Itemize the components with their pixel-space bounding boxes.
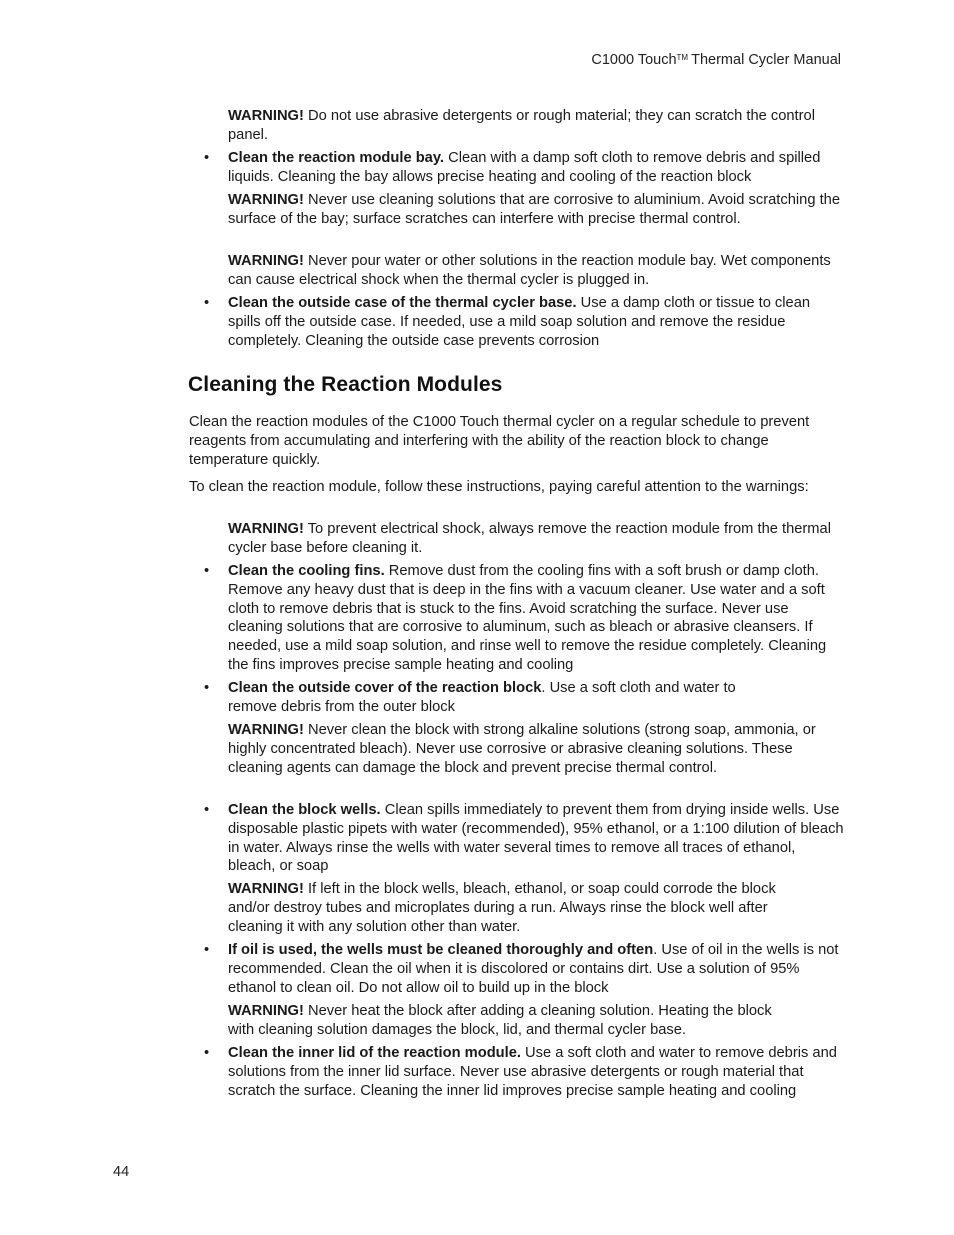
bullet-icon: • (204, 563, 210, 579)
section-heading: Cleaning the Reaction Modules (188, 373, 503, 396)
item-lead: Clean the outside case of the thermal cycler base. (228, 295, 577, 311)
warning-label: WARNING! (228, 1003, 304, 1019)
item-lead: Clean the inner lid of the reaction module. (228, 1045, 521, 1061)
header-title-pre: C1000 Touch (591, 52, 677, 68)
item-text: Clean spills immediately to prevent them from drying inside wells. Use disposable plastic pipets with water (recommended), 95% ethanol, or a 1:100 dilution of bleach in water. Always rinse the wells with water several times to remove all traces of ethanol, bleach, or soap (228, 802, 844, 875)
warning-text: Never pour water or other solutions in the reaction module bay. Wet components can cause electrical shock when the thermal cycler is plugged in. (228, 253, 831, 288)
warning-corrode (228, 880, 798, 936)
bullet-icon: • (204, 942, 210, 958)
warning-water-bay (228, 252, 842, 290)
bullet-icon: • (204, 680, 210, 696)
section-intro: Clean the reaction modules of the C1000 Touch thermal cycler on a regular schedule to prevent reagents from accumulating and interfering with the ability of the reaction block to change temperature quickly. (189, 414, 810, 468)
item-text: Use a damp cloth or tissue to clean spills off the outside case. If needed, use a mild soap solution and remove the residue completely. Cleaning the outside case prevents corrosion (228, 295, 811, 349)
warning-alkaline (228, 721, 818, 777)
warning-text: Never heat the block after adding a cleaning solution. Heating the block with cleaning solution damages the block, lid, and thermal cycler base. (228, 1003, 772, 1038)
warning-heat-block (228, 1002, 788, 1040)
trademark-mark: TM (676, 53, 689, 62)
item-lead: Clean the outside cover of the reaction block (228, 680, 542, 696)
item-text: Remove dust from the cooling fins with a soft brush or damp cloth. Remove any heavy dust that is deep in the fins with a vacuum cleaner. Use water and a soft cloth to remove debris that is stuck to the fins. Avoid scratching the surface. Never use cleaning solutions that are corrosive to aluminum, such as bleach or abrasive cleansers. If needed, use a mild soap solution, and rinse well to remove the residue completely. Cleaning the fins improves precise sample heating and cooling (228, 563, 827, 673)
item-lead: If oil is used, the wells must be cleaned thoroughly and often (228, 942, 654, 958)
page-number: 44 (113, 1164, 130, 1180)
warning-label: WARNING! (228, 722, 304, 738)
warning-label: WARNING! (228, 521, 304, 537)
warning-electrical-shock (228, 520, 842, 558)
bullet-icon: • (204, 150, 210, 166)
item-lead: Clean the block wells. (228, 802, 381, 818)
warning-control-panel (228, 107, 842, 145)
bullet-icon: • (204, 1045, 210, 1061)
warning-label: WARNING! (228, 253, 304, 269)
item-text: Clean with a damp soft cloth to remove debris and spilled liquids. Cleaning the bay allows precise heating and cooling of the reaction block (228, 150, 821, 185)
warning-label: WARNING! (228, 881, 304, 897)
item-text: . Use of oil in the wells is not recommended. Clean the oil when it is discolored or contains dirt. Use a solution of 95% ethanol to clean oil. Do not allow oil to build up in the block (228, 942, 839, 996)
item-text: Use a soft cloth and water to remove debris and solutions from the inner lid surface. Never use abrasive detergents or rough material that scratch the surface. Cleaning the inner lid improves precise sample heating and cooling (228, 1045, 837, 1099)
item-text: . Use a soft cloth and water to remove debris from the outer block (228, 680, 736, 715)
running-header (591, 52, 841, 68)
bullet-icon: • (204, 295, 210, 311)
warning-label: WARNING! (228, 108, 304, 124)
item-lead: Clean the cooling fins. (228, 563, 385, 579)
warning-text: Never clean the block with strong alkaline solutions (strong soap, ammonia, or highly concentrated bleach). Never use corrosive or abrasive cleaning solutions. These cleaning agents can damage the block and prevent precise thermal control. (228, 722, 816, 776)
header-title-post: Thermal Cycler Manual (691, 52, 841, 68)
warning-text: Do not use abrasive detergents or rough material; they can scratch the control panel. (228, 108, 815, 143)
warning-aluminium (228, 191, 842, 229)
bullet-icon: • (204, 802, 210, 818)
warning-label: WARNING! (228, 192, 304, 208)
item-lead: Clean the reaction module bay. (228, 150, 445, 166)
warning-text: To prevent electrical shock, always remove the reaction module from the thermal cycler base before cleaning it. (228, 521, 831, 556)
warning-text: Never use cleaning solutions that are corrosive to aluminium. Avoid scratching the surface of the bay; surface scratches can interfere with precise thermal control. (228, 192, 840, 227)
section-instructions-intro: To clean the reaction module, follow these instructions, paying careful attention to the warnings: (189, 479, 809, 495)
warning-text: If left in the block wells, bleach, ethanol, or soap could corrode the block and/or destroy tubes and microplates during a run. Always rinse the block well after cleaning it with any solution other than water. (228, 881, 776, 935)
